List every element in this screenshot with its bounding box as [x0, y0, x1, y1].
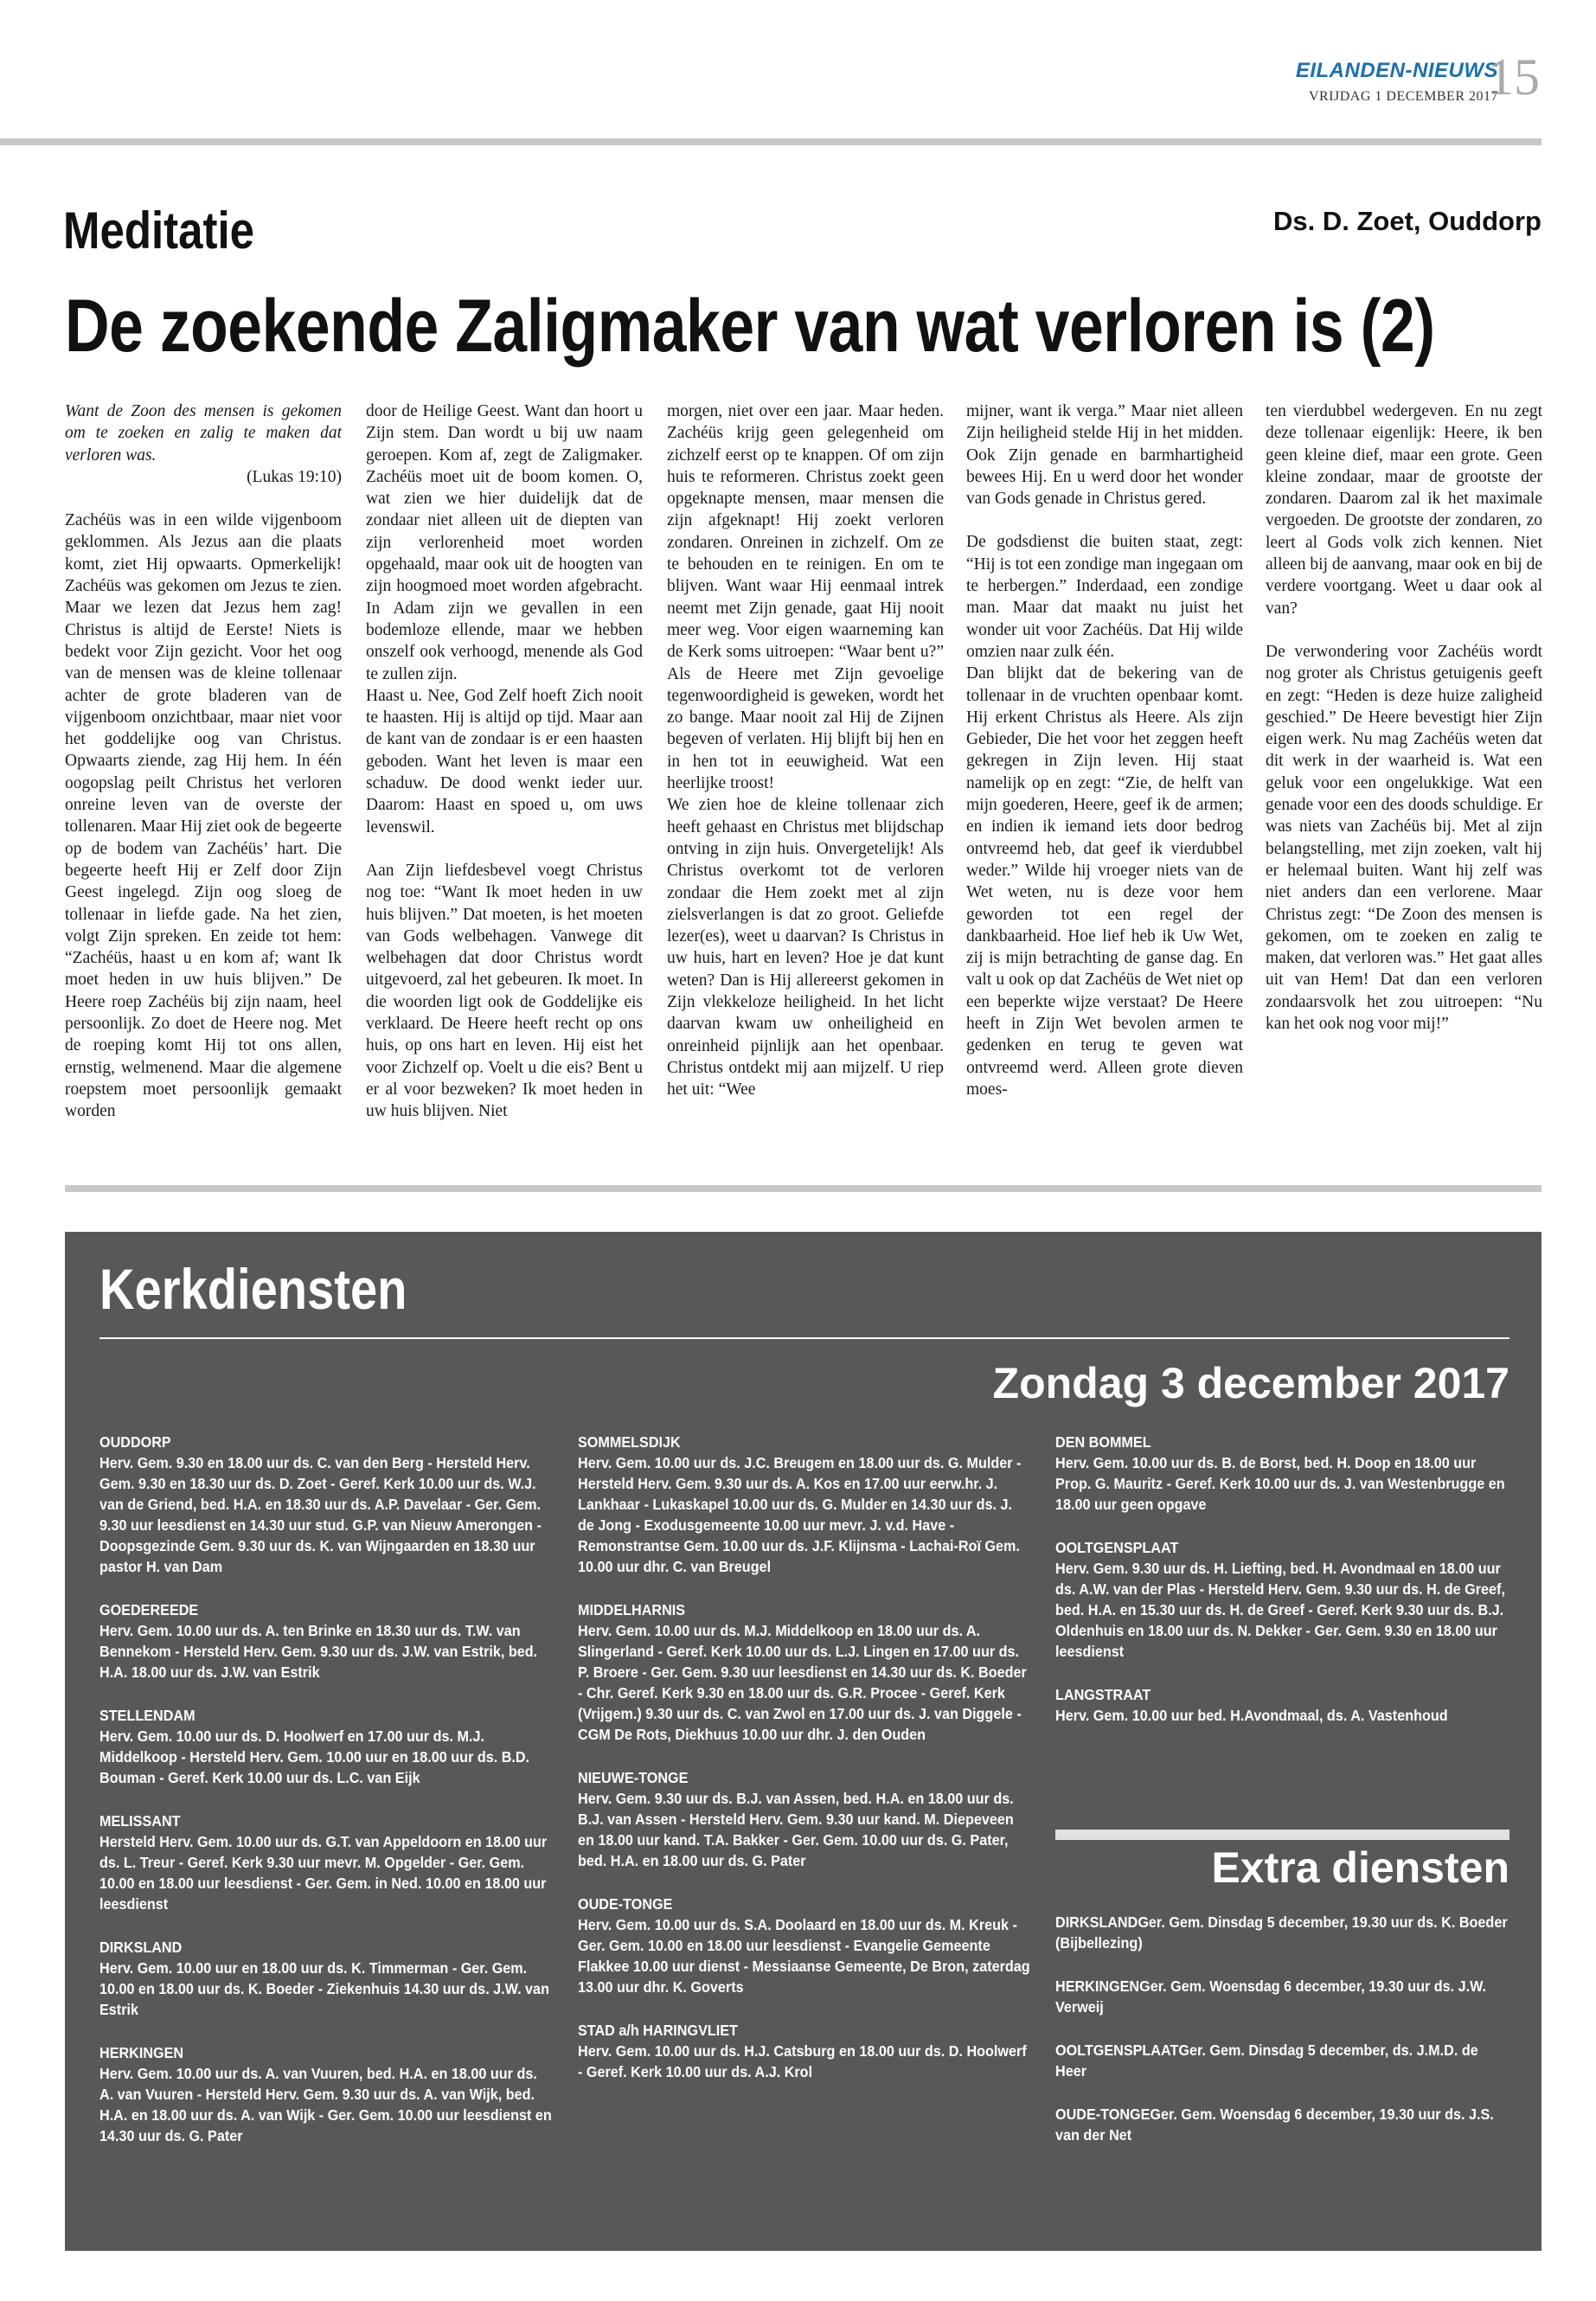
service-place: LANGSTRAAT — [1055, 1686, 1151, 1703]
service-place: DIRKSLAND — [1055, 1913, 1138, 1931]
article-column-2 — [366, 401, 643, 1123]
article-paragraph: De verwondering voor Zachéüs wordt nog groter als Christus getuigenis geeft en zegt: “Heden is deze huize zaligheid geschied.” De Heere bevestigt hier Zijn eigen werk. Nu mag Zachéüs weten dat dit werk in der waarheid is. Wat een geluk voor een ongelukkige. Wat een genade voor een des doods schuldige. Er was niets van Zachéüs bij. Met al zijn belangstelling, met zijn zoeken, valt hij er helemaal buiten. Want hij zelf was niet anders dan een verlorene. Maar Christus zegt: “De Zoon des mensen is gekomen, om te zoeken en zalig te maken, dat verloren was.” Het gaat alles uit van Hem! Dat dan een verloren zondaarsvolk het zou uitroepen: “Nu kan het ook nog voor mij!” — [1266, 642, 1542, 1034]
article-paragraph: Dan blijkt dat de bekering van de tollenaar in de vruchten openbaar komt. Hij erkent Christus als Heere. Als zijn Gebieder, Die het voor het zeggen heeft gekregen in Zijn leven. Hij staat namelijk op en zegt: “Zie, de helft van mijn goederen, Heere, geef ik de armen; en indien ik iemand iets door bedrog ontvreemd heb, dat geef ik vierdubbel weder.” Wilde hij vroeger niets van de Wet weten, nu is deze voor hem geworden tot een regel der dankbaarheid. Hoe lief heb ik Uw Wet, zij is mijn betrachting de ganse dag. En valt u ook op dat Zachéüs de Wet niet op een beperkte wijze verstaat? De Heere heeft in Zijn Wet bevolen armen te gedenken en terug te geven wat ontvreemd werd. Alleen grote dieven moes- — [966, 664, 1243, 1099]
extra-diensten-rule — [1055, 1830, 1509, 1840]
service-entry — [578, 2020, 1031, 2082]
author-byline: Ds. D. Zoet, Ouddorp — [1273, 206, 1542, 236]
services-column-2 — [578, 1432, 1031, 2082]
service-entry — [99, 1432, 553, 1577]
service-details: Herv. Gem. 10.00 uur ds. M.J. Middelkoop en 18.00 uur ds. A. Slingerland - Geref. Kerk 10.00 uur ds. L.J. Lingen en 17.00 uur ds. P. Broere - Ger. Gem. 9.30 uur leesdienst en 14.30 uur ds. K. Boeder - Chr. Geref. Kerk 9.30 en 18.00 uur ds. G.R. Procee - Geref. Kerk (Vrijgem.) 9.30 uur ds. C. van Zwol en 17.00 uur ds. J. van Diggele - CGM De Rots, Diekhuus 10.00 uur dhr. J. den Ouden — [578, 1622, 1027, 1743]
service-place: DEN BOMMEL — [1055, 1433, 1151, 1451]
service-place: OOLTGENSPLAAT — [1055, 2041, 1179, 2059]
masthead-logo: EILANDEN-NIEUWS — [1295, 59, 1498, 82]
article-paragraph: (Lukas 19:10) — [247, 467, 342, 486]
article-paragraph: De godsdienst die buiten staat, zegt: “Hij is tot een zondige man ingegaan om te herbergen.” Inderdaad, een zondige man. Maar dat maakt nu juist het wonder uit voor Zachéüs. Dat Hij wilde omzien naar zulk één. — [966, 533, 1243, 661]
article-paragraph: morgen, niet over een jaar. Maar heden. Zachéüs krijg geen gelegenheid om zichzelf eerst op te knappen. Of om zijn huis te reformeren. Christus zoekt geen opgeknapte mensen, maar mensen die zijn afgeknapt! Hij zoekt verloren zondaren. Onreinen in zichzelf. Om ze te behouden en te reinigen. En om te blijven. Want waar Hij eenmaal intrek neemt met Zijn genade, gaat Hij nooit meer weg. Voor eigen waarneming kan de Kerk soms uitroepen: “Waar bent u?” Als de Heere met Zijn gevoelige tegenwoordigheid is geweken, wordt het zo bange. Maar nooit zal Hij de Zijnen begeven of verlaten. Hij blijft bij hen en in hen tot in eeuwigheid. Wat een heerlijke troost! — [667, 402, 944, 793]
service-place: HERKINGEN — [99, 2044, 184, 2061]
service-place: OUDE-TONGE — [1055, 2106, 1151, 2123]
article-paragraph: We zien hoe de kleine tollenaar zich heeft gehaast en Christus met blijdschap ontving in zijn huis. Onvergetelijk! Als Christus overkomt tot de verloren zondaar die Hem zoekt met al zijn zielsverlangen is dat zo groot. Geliefde lezer(es), weet u daarvan? Is Christus in uw huis, hart en leven? Hoe je dat kunt weten? Dan is Hij allereerst gekomen in Zijn vlekkeloze heiligheid. In het licht daarvan kwam uw onheiligheid en onreinheid pijnlijk aan het openbaar. Christus ontdekt mij aan mijzelf. U riep het uit: “Wee — [667, 796, 944, 1099]
extra-diensten-list — [1055, 1912, 1509, 2145]
service-entry — [578, 1432, 1031, 1577]
service-entry — [1055, 1976, 1509, 2017]
article-column-4 — [966, 401, 1243, 1100]
service-details: Herv. Gem. 10.00 uur en 18.00 uur ds. K. Timmerman - Ger. Gem. 10.00 en 18.00 uur ds. K. Boeder - Ziekenhuis 14.30 uur ds. J.W. van Estrik — [99, 1959, 549, 2018]
article-paragraph: door de Heilige Geest. Want dan hoort u Zijn stem. Dan wordt u bij uw naam geroepen. Kom af, zegt de Zaligmaker. Zachéüs moet uit de boom komen. O, wat zien we hier duidelijk dat de zondaar niet alleen uit de diepten van zijn verlorenheid moet worden opgehaald, maar ook uit de hoogten van zijn hoogmoed moet worden afgebracht. In Adam zijn we gevallen in een bodemloze ellende, maar we hebben onszelf ook verhoogd, menende als God te zullen zijn. — [366, 402, 643, 683]
service-place: MIDDELHARNIS — [578, 1601, 686, 1618]
article-paragraph: mijner, want ik verga.” Maar niet alleen Zijn heiligheid stelde Hij in het midden. Ook Zijn genade en barmhartigheid bewees Hij. En u werd door het wonder van Gods genade in Christus gered. — [966, 402, 1243, 509]
service-entry — [99, 1937, 553, 2020]
service-entry — [578, 1894, 1031, 1997]
services-column-3 — [1055, 1432, 1509, 1726]
article-paragraph: Want de Zoon des mensen is gekomen om te zoeken en zalig te maken dat verloren was. — [65, 402, 342, 465]
service-entry — [1055, 2104, 1509, 2145]
article-paragraph: Aan Zijn liefdesbevel voegt Christus nog toe: “Want Ik moet heden in uw huis blijven.” Dat moeten, is het moeten van Gods welbehagen. Vanwege dit welbehagen dat door Christus wordt uitgevoerd, zal het gebeuren. Ik moet. In die woorden ligt ook de Goddelijke eis verklaard. De Heere heeft recht op ons huis, op ons hart en leven. Hij eist het voor Zichzelf op. Voelt u die eis? Bent u er al voor bezweken? Ik moet heden in uw huis blijven. Niet — [366, 861, 643, 1121]
service-details: Herv. Gem. 10.00 uur ds. B. de Borst, bed. H. Doop en 18.00 uur Prop. G. Mauritz - Geref. Kerk 10.00 uur ds. J. van Westenbrugge en 18.00 uur geen opgave — [1055, 1454, 1505, 1513]
service-details: Herv. Gem. 9.30 uur ds. B.J. van Assen, bed. H.A. en 18.00 uur ds. B.J. van Assen - Hersteld Herv. Gem. 9.30 uur kand. M. Diepeveen en 18.00 uur kand. T.A. Bakker - Ger. Gem. 10.00 uur ds. G. Pater, bed. H.A. en 18.00 uur ds. G. Pater — [578, 1790, 1014, 1869]
service-place: STAD a/h HARINGVLIET — [578, 2022, 738, 2039]
service-place: OOLTGENSPLAAT — [1055, 1539, 1179, 1556]
service-details: Herv. Gem. 10.00 uur ds. A. van Vuuren, bed. H.A. en 18.00 uur ds. A. van Vuuren - Hersteld Herv. Gem. 9.30 uur ds. A. van Wijk, bed. H.A. en 18.00 uur ds. A. van Wijk - Ger. Gem. 10.00 uur leesdienst en 14.30 uur ds. G. Pater — [99, 2065, 552, 2144]
service-details: Herv. Gem. 10.00 uur ds. A. ten Brinke en 18.30 uur ds. T.W. van Bennekom - Hersteld Herv. Gem. 9.30 uur ds. J.W. van Estrik, bed. H.A. 18.00 uur ds. J.W. van Estrik — [99, 1622, 538, 1681]
service-details: Herv. Gem. 10.00 uur ds. D. Hoolwerf en 17.00 uur ds. M.J. Middelkoop - Hersteld Herv. Gem. 10.00 uur en 18.00 uur ds. B.D. Bouman - Geref. Kerk 10.00 uur ds. L.C. van Eijk — [99, 1727, 530, 1786]
article-paragraph: Zachéüs was in een wilde vijgenboom geklommen. Als Jezus aan die plaats komt, ziet Hij opwaarts. Opmerkelijk! Zachéüs was gekomen om Jezus te zien. Maar we lezen dat Jezus hem zag! Christus is altijd de Eerste! Niets is bedekt voor Zijn gezicht. Voor het oog van de mensen was de kleine tollenaar achter de grote bladeren van de vijgenboom onzichtbaar, maar niet voor het goddelijke oog van Christus. Opwaarts ziende, zag Hij hem. In één oogopslag peilt Christus het verloren onreine leven van de overste der tollenaren. Maar Hij ziet ook de begeerte op de bodem van Zachéüs’ hart. Die begeerte heeft Hij er Zelf door Zijn Geest ingelegd. Zijn oog sloeg de tollenaar in liefde gade. Na het zien, volgt Zijn spreken. En zeide tot hem: “Zachéüs, haast u en kom af; want Ik moet heden in uw huis blijven.” De Heere roep Zachéüs bij zijn naam, heel persoonlijk. Zo doet de Heere nog. Met de roeping komt Hij tot ons allen, ernstig, welmenend. Maar die algemene roepstem moet persoonlijk gemaakt worden — [65, 511, 342, 1121]
service-details: Herv. Gem. 9.30 uur ds. H. Liefting, bed. H. Avondmaal en 18.00 uur ds. A.W. van der Plas - Hersteld Herv. Gem. 9.30 uur ds. H. de Greef, bed. H.A. en 15.30 uur ds. H. de Greef - Geref. Kerk 9.30 uur ds. B.J. Oldenhuis en 18.00 uur ds. N. Dekker - Ger. Gem. 9.30 en 18.00 uur leesdienst — [1055, 1560, 1505, 1660]
section-label: Meditatie — [63, 202, 255, 260]
article-headline: De zoekende Zaligmaker van wat verloren is (2) — [65, 285, 1435, 368]
service-entry — [578, 1767, 1031, 1871]
article-column-5 — [1266, 401, 1542, 1035]
service-entry — [1055, 2040, 1509, 2081]
service-details: Hersteld Herv. Gem. 10.00 uur ds. G.T. van Appeldoorn en 18.00 uur ds. L. Treur - Geref. Kerk 9.30 uur mevr. M. Opgelder - Ger. Gem. 10.00 en 18.00 uur leesdienst - Ger. Gem. in Ned. 10.00 en 18.00 uur leesdienst — [99, 1833, 548, 1913]
service-entry — [99, 1599, 553, 1682]
service-place: NIEUWE-TONGE — [578, 1769, 689, 1786]
service-place: DIRKSLAND — [99, 1939, 183, 1956]
article-column-3 — [667, 401, 944, 1101]
service-details: Ger. Gem. Dinsdag 5 december, 19.30 uur ds. K. Boeder (Bijbellezing) — [1055, 1913, 1508, 1952]
service-details: Herv. Gem. 10.00 uur ds. H.J. Catsburg en 18.00 uur ds. D. Hoolwerf - Geref. Kerk 10.00 uur ds. A.J. Krol — [578, 2042, 1027, 2080]
services-column-1 — [99, 1432, 553, 2146]
extra-diensten-title: Extra diensten — [1211, 1843, 1509, 1892]
service-entry — [1055, 1432, 1509, 1515]
service-entry — [99, 2042, 553, 2146]
service-entry — [578, 1599, 1031, 1745]
service-place: MELISSANT — [99, 1812, 181, 1830]
service-place: HERKINGEN — [1055, 1977, 1140, 1995]
section-divider — [65, 1185, 1542, 1192]
service-place: SOMMELSDIJK — [578, 1433, 681, 1451]
kerkdiensten-title: Kerkdiensten — [99, 1257, 407, 1321]
service-details: Ger. Gem. Dinsdag 5 december, ds. J.M.D. de Heer — [1055, 2041, 1478, 2080]
top-divider — [0, 138, 1542, 145]
service-place: GOEDEREEDE — [99, 1601, 199, 1618]
service-place: OUDE-TONGE — [578, 1895, 673, 1913]
service-details: Ger. Gem. Woensdag 6 december, 19.30 uur ds. J.W. Verweij — [1055, 1977, 1487, 2016]
service-date-heading: Zondag 3 december 2017 — [992, 1359, 1509, 1407]
service-entry — [1055, 1537, 1509, 1662]
service-entry — [1055, 1684, 1509, 1726]
service-place: OUDDORP — [99, 1433, 171, 1451]
service-entry — [99, 1705, 553, 1788]
service-details: Herv. Gem. 10.00 uur ds. J.C. Breugem en 18.00 uur ds. G. Mulder - Hersteld Herv. Gem. 9.30 uur ds. A. Kos en 17.00 uur eerw.hr. J. Lankhaar - Lukaskapel 10.00 uur ds. G. Mulder en 14.30 uur ds. J. de Jong - Exodusgemeente 10.00 uur mevr. J. v.d. Have - Remonstrantse Gem. 10.00 uur ds. J.F. Klijnsma - Lachai-Roï Gem. 10.00 uur dhr. C. van Breugel — [578, 1454, 1022, 1575]
issue-date: VRIJDAG 1 DECEMBER 2017 — [1308, 89, 1498, 104]
service-details: Herv. Gem. 9.30 en 18.00 uur ds. C. van den Berg - Hersteld Herv. Gem. 9.30 en 18.30 uur ds. D. Zoet - Geref. Kerk 10.00 uur ds. W.J. van de Griend, bed. H.A. en 18.30 uur ds. A.P. Davelaar - Ger. Gem. 9.30 uur leesdienst en 14.30 uur stud. G.P. van Nieuw Amerongen - Doopsgezinde Gem. 9.30 uur ds. K. van Wijngaarden en 18.30 uur pastor H. van Dam — [99, 1454, 542, 1575]
service-details: Ger. Gem. Woensdag 6 december, 19.30 uur ds. J.S. van der Net — [1055, 2106, 1494, 2144]
kerkdiensten-rule — [99, 1337, 1509, 1339]
service-place: STELLENDAM — [99, 1707, 195, 1724]
service-details: Herv. Gem. 10.00 uur bed. H.Avondmaal, ds. A. Vastenhoud — [1055, 1707, 1448, 1724]
service-entry — [99, 1811, 553, 1914]
article-paragraph: ten vierdubbel wedergeven. En nu zegt deze tollenaar eigenlijk: Heere, ik ben geen kleine dief, maar een grote. Geen kleine zondaar, maar de grootste der zondaren. Daarom zal ik het maximale vergoeden. De grootste der zondaren, zo leert al Gods volk zich kennen. Niet alleen bij de aanvang, maar ook en bij de verdere voortgang. Weet u daar ook al van? — [1266, 402, 1542, 618]
article-paragraph: Haast u. Nee, God Zelf hoeft Zich nooit te haasten. Hij is altijd op tijd. Maar aan de kant van de zondaar is er een haasten geboden. Want het leven is maar een schaduw. De dood wenkt ieder uur. Daarom: Haast en spoed u, om uws levenswil. — [366, 686, 643, 836]
service-details: Herv. Gem. 10.00 uur ds. S.A. Doolaard en 18.00 uur ds. M. Kreuk - Ger. Gem. 10.00 en 18.00 uur leesdienst - Evangelie Gemeente Flakkee 10.00 uur dienst - Messiaanse Gemeente, De Bron, zaterdag 13.00 uur dhr. K. Goverts — [578, 1916, 1030, 1996]
service-entry — [1055, 1912, 1509, 1953]
page-number: 15 — [1488, 48, 1540, 106]
article-column-1 — [65, 401, 342, 1123]
